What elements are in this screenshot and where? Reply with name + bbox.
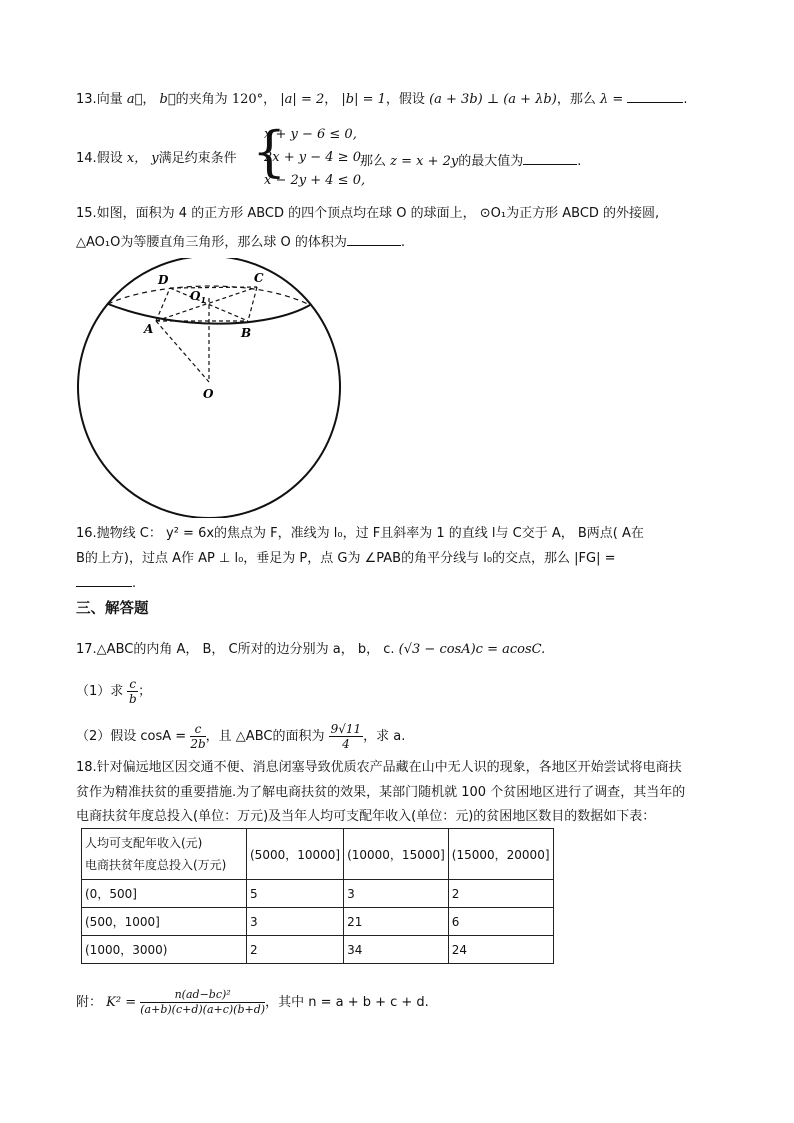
row-label: (500，1000] bbox=[82, 908, 247, 936]
q15-line2: △AO₁O为等腰直角三角形，那么球 O 的体积为 . bbox=[76, 231, 405, 252]
question-14 bbox=[76, 150, 237, 168]
table-cell: 3 bbox=[247, 908, 344, 936]
answer-blank[interactable] bbox=[523, 150, 577, 165]
table-cell: 21 bbox=[344, 908, 449, 936]
row-label: (0，500] bbox=[82, 880, 247, 908]
q13-eq1: |a| = 2 bbox=[280, 92, 325, 107]
frac-den: b bbox=[128, 692, 137, 706]
k2-symbol: K² = bbox=[106, 995, 137, 1010]
table-row bbox=[82, 880, 554, 908]
q17-equation: (√3 − cosA)c = acosC. bbox=[398, 642, 546, 657]
q15-line1: 15.如图，面积为 4 的正方形 ABCD 的四个顶点均在球 O 的球面上， ⊙O₁为正方形 ABCD 的外接圆, bbox=[76, 206, 660, 221]
q13-ask: λ = bbox=[600, 92, 624, 107]
data-table bbox=[81, 828, 554, 964]
question-14-tail: 那么 z = x + 2y的最大值为 . bbox=[360, 150, 581, 171]
q17-p1-label: （1）求 bbox=[76, 684, 124, 699]
frac-den: 2b bbox=[190, 737, 206, 751]
label-C: C bbox=[254, 271, 264, 285]
q13-text: 假设 bbox=[398, 92, 425, 107]
q14-text: 那么 bbox=[360, 154, 387, 169]
label-B: B bbox=[241, 326, 252, 340]
q14-text: 的最大值为 bbox=[458, 154, 524, 169]
table-cell: 3 bbox=[344, 880, 449, 908]
answer-blank[interactable] bbox=[627, 88, 683, 103]
fraction-c-over-b bbox=[127, 677, 138, 706]
q18-line1: 18.针对偏远地区因交通不便、消息闭塞导致优质农产品藏在山中无人识的现象，各地区开始尝试将电商扶 bbox=[76, 760, 682, 775]
k2-fraction bbox=[140, 988, 265, 1017]
column-header: (15000，20000] bbox=[448, 829, 553, 880]
q14-vars: x， y bbox=[126, 151, 159, 166]
q16-line2: B的上方)，过点 A作 AP ⊥ l₀，垂足为 P，点 G为 ∠PAB的角平分线与 l₀的交点，那么 |FG| = bbox=[76, 551, 616, 566]
q13-angle: 120° bbox=[231, 92, 264, 107]
table-cell: 5 bbox=[247, 880, 344, 908]
table-corner-header bbox=[82, 829, 247, 880]
fraction-c-over-2b bbox=[190, 722, 205, 751]
label-O1: $O_1$ bbox=[190, 289, 207, 305]
note-label: 附： bbox=[76, 995, 103, 1010]
q14-text: 假设 bbox=[96, 151, 123, 166]
table-cell: 6 bbox=[448, 908, 553, 936]
q18-line3: 电商扶贫年度总投入(单位：万元)及当年人均可支配年收入(单位：元)的贫困地区数目的数据如下表： bbox=[76, 809, 656, 824]
q13-eq2: |b| = 1 bbox=[341, 92, 386, 107]
q18-line2: 贫作为精准扶贫的重要措施.为了解电商扶贫的效果，某部门随机就 100 个贫困地区进行了调查，其当年的 bbox=[76, 785, 686, 800]
label-D: D bbox=[158, 273, 169, 287]
q17-p2-label: （2）假设 cosA = bbox=[76, 729, 187, 744]
q17-stem: 17.△ABC的内角 A， B， C所对的边分别为 a， b， c. bbox=[76, 642, 395, 657]
q14-text: 满足约束条件 bbox=[158, 151, 237, 166]
answer-blank[interactable] bbox=[347, 231, 401, 246]
q17-part2 bbox=[76, 722, 405, 751]
q13-number: 13. bbox=[76, 92, 97, 107]
question-13: 13.向量 a⃗， b⃗的夹角为 120°， |a| = 2， |b| = 1，假设 (a + 3b) ⊥ (a + λb)，那么 λ = . bbox=[76, 88, 688, 109]
column-header: (10000，15000] bbox=[344, 829, 449, 880]
q16-blank-line: . bbox=[76, 572, 136, 593]
frac-num: n(ad−bc)² bbox=[140, 988, 265, 1003]
label-O: O bbox=[203, 387, 214, 401]
sphere-figure bbox=[70, 258, 360, 518]
answer-blank[interactable] bbox=[76, 572, 132, 587]
label-A: A bbox=[144, 322, 154, 336]
constraint-3: x − 2y + 4 ≤ 0, bbox=[264, 173, 366, 188]
frac-num: 9√11 bbox=[330, 722, 362, 736]
vector-b: b⃗ bbox=[159, 92, 176, 107]
table-row bbox=[82, 908, 554, 936]
q14-expr: z = x + 2y bbox=[390, 154, 459, 169]
table-row bbox=[82, 936, 554, 964]
column-header: (5000，10000] bbox=[247, 829, 344, 880]
fraction-area bbox=[329, 722, 364, 751]
question-17 bbox=[76, 641, 545, 659]
q15-text: △AO₁O为等腰直角三角形，那么球 O 的体积为 bbox=[76, 235, 347, 250]
q17-p2-mid: ，且 △ABC的面积为 bbox=[205, 729, 325, 744]
section-title: 三、解答题 bbox=[76, 601, 149, 617]
q14-number: 14. bbox=[76, 151, 97, 166]
q13-condition: (a + 3b) ⊥ (a + λb) bbox=[429, 92, 557, 107]
q13-text: 向量 bbox=[96, 92, 123, 107]
q17-p2-end: ，求 a. bbox=[363, 729, 406, 744]
formula-note bbox=[76, 988, 429, 1017]
q17-p1-end: ； bbox=[138, 684, 152, 699]
q13-text: 那么 bbox=[569, 92, 596, 107]
great-circle-back bbox=[108, 286, 310, 305]
q17-part1 bbox=[76, 677, 151, 706]
frac-num: c bbox=[129, 677, 137, 691]
header-bottom: 电商扶贫年度总投入(万元) bbox=[85, 858, 227, 872]
header-top: 人均可支配年收入(元) bbox=[85, 836, 203, 850]
table-cell: 24 bbox=[448, 936, 553, 964]
q16-line1: 16.抛物线 C： y² = 6x的焦点为 F，准线为 l₀，过 F且斜率为 1 的直线 l与 C交于 A， B两点( A在 bbox=[76, 526, 644, 541]
constraint-1: x + y − 6 ≤ 0, bbox=[264, 127, 357, 142]
table-cell: 34 bbox=[344, 936, 449, 964]
note-end: ，其中 n = a + b + c + d. bbox=[265, 995, 429, 1010]
frac-num: c bbox=[190, 722, 205, 737]
table-header-row bbox=[82, 829, 554, 880]
table-cell: 2 bbox=[448, 880, 553, 908]
constraint-brace: { bbox=[252, 120, 287, 183]
table-cell: 2 bbox=[247, 936, 344, 964]
q13-text: 的夹角为 bbox=[175, 92, 228, 107]
constraint-2: 2x + y − 4 ≥ 0, bbox=[264, 150, 366, 165]
frac-den: 4 bbox=[342, 737, 350, 751]
frac-den: (a+b)(c+d)(a+c)(b+d) bbox=[140, 1003, 266, 1016]
vector-a: a⃗ bbox=[126, 92, 143, 107]
row-label: (1000，3000) bbox=[82, 936, 247, 964]
